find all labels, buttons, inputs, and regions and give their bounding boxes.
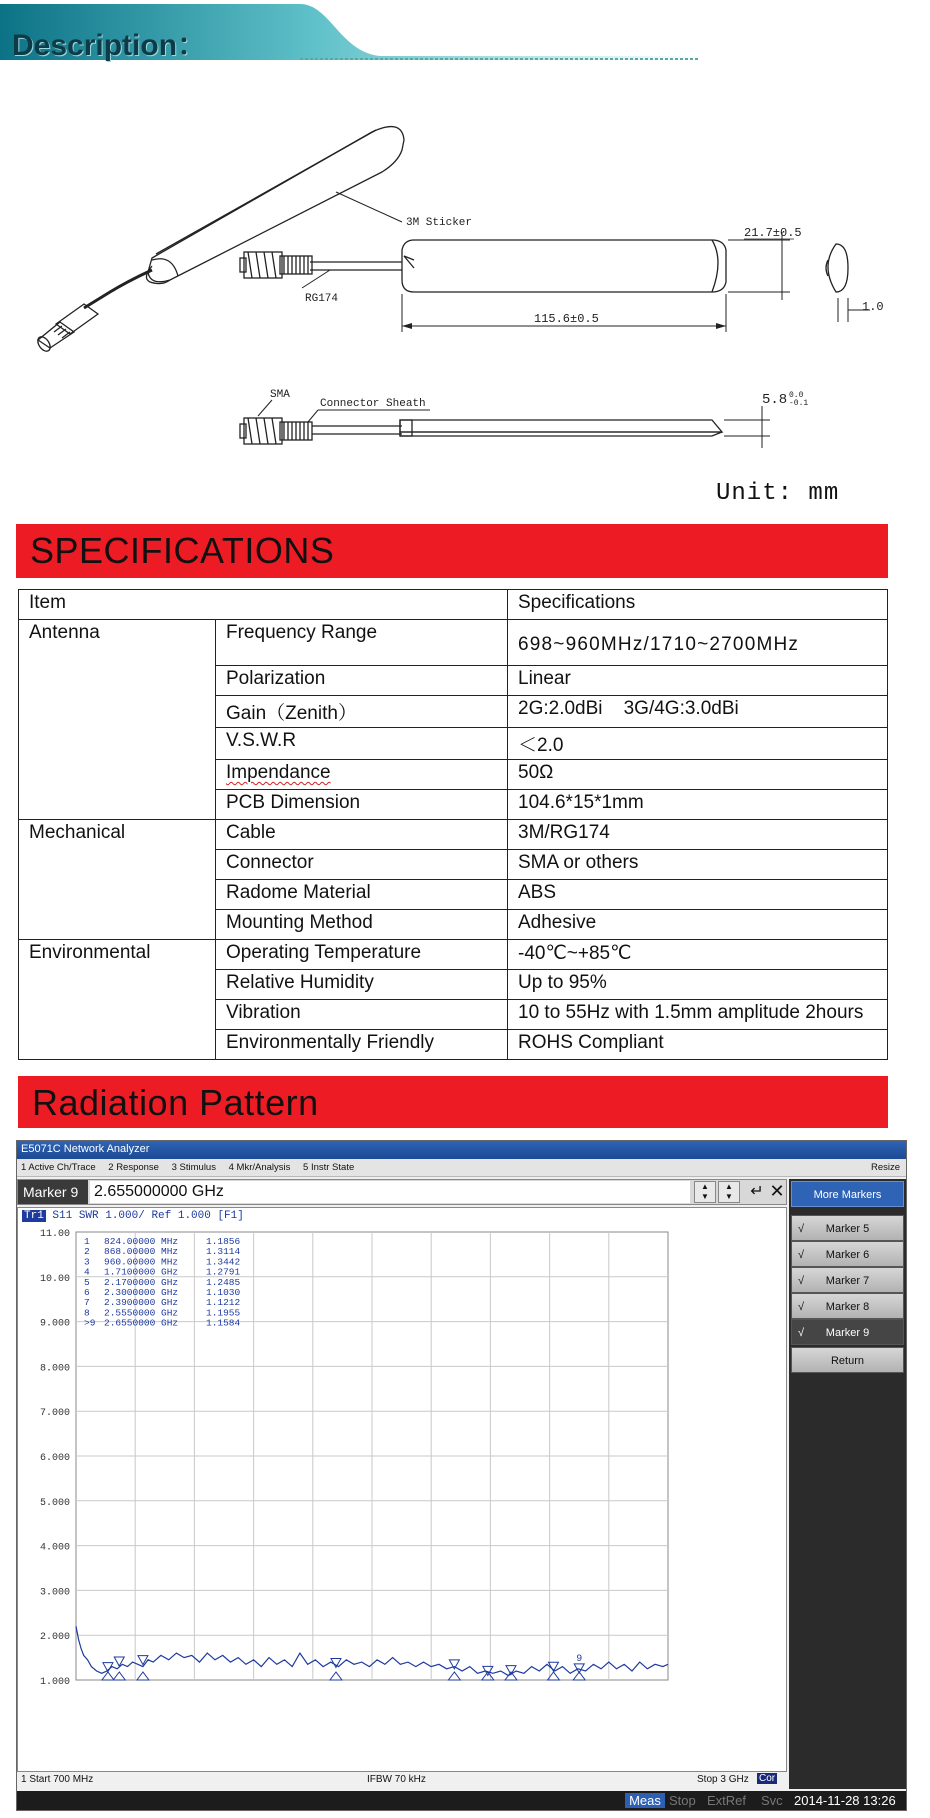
check-icon: √ [798,1223,805,1235]
analyzer-bottom-bar [17,1791,906,1810]
spec-value: SMA or others [508,850,888,880]
sticker-label: 3M Sticker [406,217,473,229]
sma-label: SMA [270,389,290,401]
spec-name: V.S.W.R [216,728,508,760]
header-item: Item [19,590,508,620]
check-icon: √ [798,1275,805,1287]
datetime: 2014-11-28 13:26 [794,1793,896,1808]
swr-plot-area [17,1207,787,1772]
spec-name: PCB Dimension [216,790,508,820]
unit-label: Unit: mm [716,480,840,507]
check-icon: √ [798,1327,805,1339]
cable-label: RG174 [305,293,339,305]
analyzer-menu-bar [17,1159,906,1177]
status-start: 1 Start 700 MHz [21,1774,94,1785]
softkey-label: Return [830,1355,865,1367]
spec-value: 10 to 55Hz with 1.5mm amplitude 2hours [508,1000,888,1030]
trace-tag[interactable]: Tr1 [24,1210,44,1222]
radiation-title: Radiation Pattern [32,1082,319,1123]
marker-table-freq: 824.00000 MHz [104,1236,179,1247]
spec-name: Frequency Range [216,620,508,666]
spec-name: Gain（Zenith） [216,696,508,728]
antenna-drawing [0,100,930,520]
softkey-label: Marker 6 [825,1249,870,1261]
marker-table-freq: 2.5550000 GHz [104,1307,179,1319]
height-tol-upper: 0.0 [789,391,804,400]
marker-table-value: 1.3442 [206,1256,241,1268]
y-tick-label: 8.000 [39,1363,70,1375]
height-tol-lower: -0.1 [789,399,809,408]
marker-table-id: 3 [84,1256,90,1268]
softkey-marker-9[interactable] [791,1319,904,1345]
side-view [240,418,722,444]
menu-item[interactable]: 2 Response [108,1162,159,1173]
spec-name: Environmentally Friendly [216,1030,508,1060]
antenna-drawing-svg [0,100,930,520]
header-spec: Specifications [508,590,888,620]
marker-table-id: 6 [84,1287,90,1298]
extref-indicator: ExtRef [707,1793,747,1808]
category-antenna: Antenna [19,620,216,820]
status-ifbw: IFBW 70 kHz [367,1774,426,1785]
enter-icon[interactable]: ↵ [750,1183,764,1200]
thickness-dim: 1.0 [862,300,884,314]
table-row [19,820,888,850]
analyzer-status-bar [17,1772,787,1788]
softkey-label: Marker 8 [825,1301,870,1313]
spec-name: Radome Material [216,880,508,910]
perspective-antenna [35,127,404,354]
menu-item[interactable]: 3 Stimulus [171,1162,216,1173]
marker-table-id: 1 [84,1236,90,1247]
softkey-return[interactable] [791,1347,904,1373]
y-tick-label: 10.00 [39,1273,70,1285]
marker-table-id: 8 [84,1307,90,1319]
length-dim: 115.6±0.5 [534,312,599,326]
menu-item[interactable]: 5 Instr State [303,1162,355,1173]
marker-table-value: 1.2791 [206,1266,241,1278]
spec-value: ROHS Compliant [508,1030,888,1060]
marker-table-freq: 1.7100000 GHz [104,1266,179,1278]
softkey-label: Marker 5 [825,1223,870,1235]
specifications-banner [16,524,888,578]
spec-name: Relative Humidity [216,970,508,1000]
top-view [240,240,726,292]
spec-value: 2G:2.0dBi 3G/4G:3.0dBi [508,696,888,728]
description-title: Description： [12,29,208,62]
spec-value: Adhesive [508,910,888,940]
marker-table-freq: 2.3000000 GHz [104,1287,179,1298]
specifications-table [18,589,888,1060]
radiation-banner [18,1076,888,1128]
spec-value: -40℃~+85℃ [508,940,888,970]
spec-name: Connector [216,850,508,880]
softkey-panel [789,1179,906,1789]
stop-indicator: Stop [669,1793,696,1808]
category-environmental: Environmental [19,940,216,1060]
marker-entry-input[interactable]: 2.655000000 GHz [90,1181,690,1203]
marker-table-freq: 960.00000 MHz [104,1256,179,1268]
description-banner [0,4,700,64]
spin-arrows-icon[interactable]: ▲ ▼ [694,1181,716,1203]
status-stop: Stop 3 GHz [697,1774,749,1785]
softkey-marker-7[interactable] [791,1267,904,1293]
menu-item[interactable]: 1 Active Ch/Trace [21,1162,96,1173]
y-tick-label: 3.000 [39,1587,70,1599]
category-mechanical: Mechanical [19,820,216,940]
width-dim: 21.7±0.5 [744,226,802,240]
spin-fast-arrows-icon[interactable]: ▲ ▼ [718,1181,740,1203]
marker-table-value: 1.1955 [206,1307,241,1319]
table-row [19,620,888,666]
spec-value: ABS [508,880,888,910]
y-tick-label: 5.000 [39,1497,70,1509]
softkey-header: More Markers [791,1181,904,1207]
meas-indicator: Meas [625,1793,665,1808]
check-icon: √ [798,1249,805,1261]
marker-table-id: 5 [84,1276,90,1288]
y-tick-label: 1.000 [39,1677,70,1688]
sheath-label: Connector Sheath [320,398,426,410]
network-analyzer-screen [16,1140,907,1811]
marker-table-value: 1.2485 [206,1276,241,1288]
softkey-marker-5[interactable] [791,1215,904,1241]
marker-table-id: 2 [84,1246,90,1258]
marker-table-id: >9 [84,1317,96,1329]
softkey-label: Marker 9 [825,1327,870,1339]
marker-table-value: 1.1212 [206,1297,241,1309]
marker-table-value: 1.1856 [206,1236,241,1247]
marker-table-value: 1.1030 [206,1287,241,1298]
marker-table-value: 1.1584 [206,1317,241,1329]
marker-table-freq: 2.1700000 GHz [104,1276,179,1288]
marker-entry-bar [17,1179,787,1205]
height-dim: 5.8 [762,392,788,408]
spec-name: Polarization [216,666,508,696]
marker-table-freq: 2.6550000 GHz [104,1317,179,1329]
trace-label [22,1210,244,1222]
active-marker-label: 9 [576,1653,583,1665]
marker-table-id: 7 [84,1297,90,1309]
spec-value: 50Ω [508,760,888,790]
swr-chart [18,1208,788,1773]
spec-value: Up to 95% [508,970,888,1000]
y-tick-label: 7.000 [39,1408,70,1420]
spec-name: Operating Temperature [216,940,508,970]
y-tick-label: 11.00 [39,1229,70,1240]
spec-value: ＜2.0 [508,728,888,760]
close-icon[interactable]: ✕ [769,1181,785,1201]
spec-name: Impendance [226,762,331,783]
spec-value: 698~960MHz/1710~2700MHz [508,620,888,666]
marker-table-freq: 868.00000 MHz [104,1246,179,1258]
spec-name: Vibration [216,1000,508,1030]
marker-table-id: 4 [84,1266,90,1278]
spec-value: 104.6*15*1mm [508,790,888,820]
softkey-label: Marker 7 [825,1275,870,1287]
spec-name: Mounting Method [216,910,508,940]
spec-value: Linear [508,666,888,696]
softkey-marker-8[interactable] [791,1293,904,1319]
check-icon: √ [798,1301,805,1313]
spec-name-cell [216,760,508,790]
y-tick-label: 6.000 [39,1453,70,1464]
table-row [19,940,888,970]
y-tick-label: 2.000 [39,1632,70,1644]
svc-indicator: Svc [761,1793,783,1808]
menu-item[interactable]: 4 Mkr/Analysis [228,1162,291,1173]
trace-info: S11 SWR 1.000/ Ref 1.000 [F1] [52,1210,244,1222]
y-tick-label: 9.000 [39,1318,70,1330]
y-tick-label: 4.000 [39,1542,70,1554]
marker-table-freq: 2.3900000 GHz [104,1297,179,1309]
marker-entry-label: Marker 9 [18,1180,88,1204]
table-header-row [19,590,888,620]
spec-name: Cable [216,820,508,850]
resize-button[interactable]: Resize [870,1162,900,1173]
marker-table-value: 1.3114 [206,1246,241,1258]
specifications-title: SPECIFICATIONS [30,530,335,571]
analyzer-title-bar: E5071C Network Analyzer [17,1141,906,1159]
status-cor: Cor [759,1773,776,1784]
spec-value: 3M/RG174 [508,820,888,850]
softkey-marker-6[interactable] [791,1241,904,1267]
